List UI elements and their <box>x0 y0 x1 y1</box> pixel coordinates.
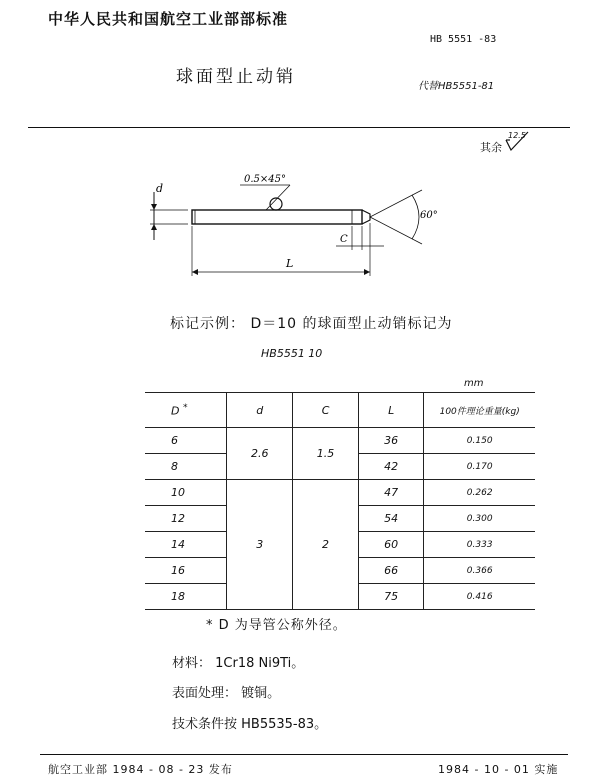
header-D <box>145 393 227 428</box>
cell-C-group2: 2 <box>293 480 359 610</box>
replaces-standard: 代替HB5551-81 <box>418 81 495 92</box>
cell-L: 47 <box>358 480 423 506</box>
roughness-label: 其余 <box>480 141 502 154</box>
d-dimension-label: d <box>156 182 164 195</box>
header-L: L <box>358 393 423 428</box>
cell-weight: 0.300 <box>424 506 535 532</box>
cell-D: 12 <box>145 506 227 532</box>
header-D-label: D <box>171 404 180 418</box>
cell-C-group1: 1.5 <box>293 428 359 480</box>
cell-weight: 0.150 <box>424 428 535 454</box>
cell-L: 60 <box>358 532 423 558</box>
cell-weight: 0.366 <box>424 558 535 584</box>
table-unit: mm <box>464 378 484 389</box>
cell-D: 14 <box>145 532 227 558</box>
cell-L: 66 <box>358 558 423 584</box>
cell-L: 42 <box>358 454 423 480</box>
cell-D: 8 <box>145 454 227 480</box>
cell-D: 6 <box>145 428 227 454</box>
cell-weight: 0.262 <box>424 480 535 506</box>
cell-L: 54 <box>358 506 423 532</box>
header-divider <box>28 127 570 128</box>
surface-treatment-note: 表面处理： 镀铜。 <box>172 686 281 701</box>
l-dimension-label: L <box>286 257 294 270</box>
footer-divider <box>40 754 568 755</box>
dimension-table <box>145 392 535 610</box>
header-star: * <box>182 402 188 414</box>
cell-d-group1: 2.6 <box>227 428 293 480</box>
issuing-agency: 中华人民共和国航空工业部部标准 <box>48 10 289 28</box>
chamfer-label: 0.5×45° <box>244 174 287 185</box>
cell-D: 10 <box>145 480 227 506</box>
c-dimension-label: C <box>340 234 348 245</box>
implementation-date: 1984 - 10 - 01 实施 <box>438 763 559 776</box>
cell-D: 18 <box>145 584 227 610</box>
table-row <box>145 480 535 506</box>
angle-label: 60° <box>420 210 438 221</box>
header-d: d <box>227 393 293 428</box>
roughness-symbol-icon <box>500 130 540 154</box>
document-title: 球面型止动销 <box>176 67 296 87</box>
technical-conditions-note: 技术条件按 HB5535-83。 <box>172 717 328 732</box>
table-header-row <box>145 393 535 428</box>
marking-example: 标记示例： D＝10 的球面型止动销标记为 <box>170 316 453 332</box>
header-C: C <box>293 393 359 428</box>
standard-number: HB 5551 -83 <box>430 34 497 45</box>
marking-designation: HB5551 10 <box>261 347 323 360</box>
cell-weight: 0.416 <box>424 584 535 610</box>
cell-weight: 0.333 <box>424 532 535 558</box>
cell-D: 16 <box>145 558 227 584</box>
cell-weight: 0.170 <box>424 454 535 480</box>
footnote: * D 为导管公称外径。 <box>206 618 347 633</box>
issue-date: 航空工业部 1984 - 08 - 23 发布 <box>48 763 233 776</box>
header-weight: 100件理论重量(kg) <box>424 393 535 428</box>
material-note: 材料： 1Cr18 Ni9Ti。 <box>172 656 305 671</box>
cell-L: 36 <box>358 428 423 454</box>
roughness-value: 12.5 <box>508 131 526 140</box>
table-row <box>145 428 535 454</box>
cell-L: 75 <box>358 584 423 610</box>
cell-d-group2: 3 <box>227 480 293 610</box>
pin-drawing <box>140 168 460 293</box>
